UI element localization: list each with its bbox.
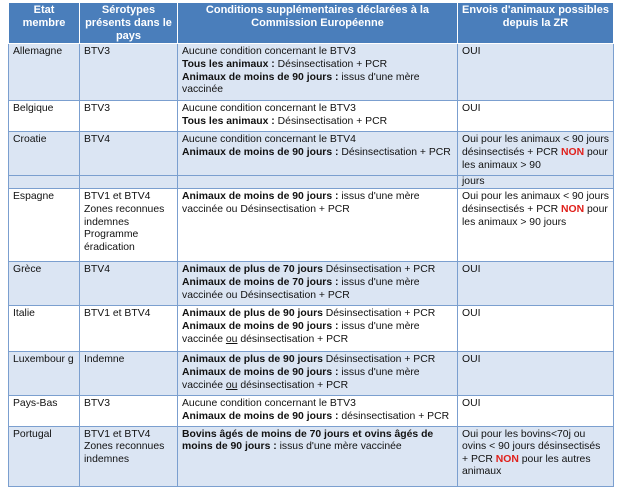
envoi-cell: OUI — [458, 352, 614, 396]
table-row — [9, 426, 614, 486]
condition-text: issus d'une mère vaccinée — [182, 71, 420, 96]
country-cell: Croatie — [9, 132, 80, 176]
conditions-cell — [178, 44, 458, 101]
condition-text: issus d'une mère vaccinée — [182, 320, 420, 345]
envoi-cell — [458, 132, 614, 176]
header-conditions: Conditions supplémentaires déclarées à la Commission Européenne — [178, 3, 458, 44]
table-row — [9, 44, 614, 101]
envoi-text: jours — [462, 176, 485, 188]
country-cell: Allemagne — [9, 44, 80, 101]
serotype-cell: BTV3 — [80, 101, 178, 132]
header-etat-membre: Etat membre — [9, 3, 80, 44]
condition-bold: Animaux de plus de 90 jours — [182, 308, 323, 320]
envoi-text: Oui pour les animaux < 90 jours désinsectisés + PCR — [462, 134, 609, 158]
envoi-cell: OUI — [458, 306, 614, 352]
envoi-text: pour les animaux > 90 — [462, 146, 608, 171]
condition-text: désinsectisation + PCR — [237, 333, 349, 345]
condition-bold: Animaux de moins de 90 jours : — [182, 366, 339, 378]
envoi-cell — [458, 426, 614, 486]
condition-bold: Animaux de moins de 90 jours : — [182, 146, 339, 158]
conditions-cell — [178, 132, 458, 176]
header-envois: Envois d'animaux possibles depuis la ZR — [458, 3, 614, 44]
conditions-cell — [178, 396, 458, 426]
country-cell: Pays-Bas — [9, 396, 80, 426]
serotype-cell — [80, 426, 178, 486]
condition-text: issus d'une mère vaccinée — [276, 441, 402, 453]
condition-text: issus d'une mère vaccinée ou Désinsectisation + PCR — [182, 191, 420, 215]
condition-text: désinsectisation + PCR — [237, 379, 349, 391]
condition-line — [182, 367, 453, 392]
conditions-cell — [178, 426, 458, 486]
envoi-cell: OUI — [458, 44, 614, 101]
serotype-cell: BTV3 — [80, 44, 178, 101]
envoi-text: pour les animaux > 90 jours — [462, 203, 608, 228]
table-row — [9, 132, 614, 176]
table-row-spill — [9, 176, 614, 189]
conditions-cell — [178, 306, 458, 352]
condition-line — [182, 354, 453, 367]
condition-bold: Animaux de plus de 70 jours — [182, 264, 323, 276]
condition-line — [182, 277, 453, 302]
serotype-text: Programme éradication — [84, 229, 139, 253]
condition-text: Désinsectisation + PCR — [322, 264, 436, 276]
condition-line — [182, 59, 453, 72]
country-cell: Grèce — [9, 262, 80, 306]
header-serotypes: Sérotypes présents dans le pays — [80, 3, 178, 44]
table-row — [9, 189, 614, 262]
serotype-cell: BTV4 — [80, 132, 178, 176]
envoi-cell: OUI — [458, 262, 614, 306]
envoi-text: Oui pour les animaux < 90 jours désinsectisés + PCR — [462, 191, 609, 215]
serotype-cell: BTV3 — [80, 396, 178, 426]
condition-bold: Tous les animaux : — [182, 115, 275, 127]
header-row — [9, 3, 614, 44]
non-label: NON — [561, 146, 585, 158]
condition-text: Aucune condition concernant le BTV3 — [182, 46, 356, 58]
condition-text: Désinsectisation + PCR — [274, 115, 388, 127]
condition-line — [182, 308, 453, 321]
condition-line — [182, 72, 453, 97]
serotype-text: BTV1 et BTV4 — [84, 191, 151, 203]
condition-text: Désinsectisation + PCR — [338, 146, 451, 158]
table-row — [9, 352, 614, 396]
conditions-cell — [178, 352, 458, 396]
condition-text: Désinsectisation + PCR — [322, 354, 436, 366]
country-cell: Espagne — [9, 189, 80, 262]
envoi-text: pour les autres animaux — [462, 453, 591, 478]
condition-bold: Animaux de moins de 90 jours : — [182, 410, 339, 422]
condition-line — [182, 147, 453, 160]
country-cell: Luxembour g — [9, 352, 80, 396]
condition-bold: Animaux de moins de 90 jours : — [182, 191, 339, 203]
non-label: NON — [495, 453, 519, 465]
envoi-cell — [458, 176, 614, 189]
table-row — [9, 101, 614, 132]
condition-line — [182, 116, 453, 129]
serotype-text: Zones reconnues indemnes — [84, 441, 165, 465]
country-cell: Belgique — [9, 101, 80, 132]
condition-bold: Tous les animaux : — [182, 58, 275, 70]
condition-line — [182, 411, 453, 424]
serotype-text: BTV1 et BTV4 — [84, 428, 151, 440]
condition-bold: Animaux de moins de 90 jours : — [182, 71, 339, 83]
country-cell: Portugal — [9, 426, 80, 486]
serotype-cell: Indemne — [80, 352, 178, 396]
envoi-text: Oui pour les bovins<70j ou ovins < 90 jours désinsectisés + PCR — [462, 428, 601, 465]
envoi-cell: OUI — [458, 101, 614, 132]
condition-text: Aucune condition concernant le BTV3 — [182, 398, 356, 410]
serotype-cell: BTV4 — [80, 262, 178, 306]
non-label: NON — [561, 203, 585, 215]
conditions-cell — [178, 101, 458, 132]
envoi-cell — [458, 189, 614, 262]
conditions-table — [8, 2, 614, 487]
condition-text: issus d'une mère vaccinée ou Désinsectisation + PCR — [182, 276, 420, 301]
condition-bold: Animaux de plus de 90 jours — [182, 354, 323, 366]
condition-text: Aucune condition concernant le BTV3 — [182, 103, 356, 115]
condition-bold: Animaux de moins de 90 jours : — [182, 320, 339, 332]
envoi-cell: OUI — [458, 396, 614, 426]
condition-underline: ou — [225, 333, 238, 345]
condition-line — [182, 264, 453, 277]
serotype-cell: BTV1 et BTV4 — [80, 306, 178, 352]
condition-text: Aucune condition concernant le BTV4 — [182, 134, 356, 146]
condition-text: Désinsectisation + PCR — [274, 58, 388, 70]
country-cell: Italie — [9, 306, 80, 352]
conditions-cell — [178, 189, 458, 262]
condition-text: désinsectisation + PCR — [338, 410, 450, 422]
condition-underline: ou — [225, 379, 238, 391]
condition-bold: Animaux de moins de 70 jours : — [182, 276, 339, 288]
table-row — [9, 306, 614, 352]
table-row — [9, 262, 614, 306]
condition-text: Désinsectisation + PCR — [322, 308, 436, 320]
condition-bold: Bovins âgés de moins de 70 jours et ovins âgés de moins de 90 jours : — [182, 428, 434, 453]
condition-text: issus d'une mère vaccinée — [182, 366, 420, 391]
conditions-cell — [178, 262, 458, 306]
table-row — [9, 396, 614, 426]
serotype-text: Zones reconnues indemnes — [84, 203, 165, 228]
serotype-cell — [80, 189, 178, 262]
condition-line — [182, 321, 453, 346]
